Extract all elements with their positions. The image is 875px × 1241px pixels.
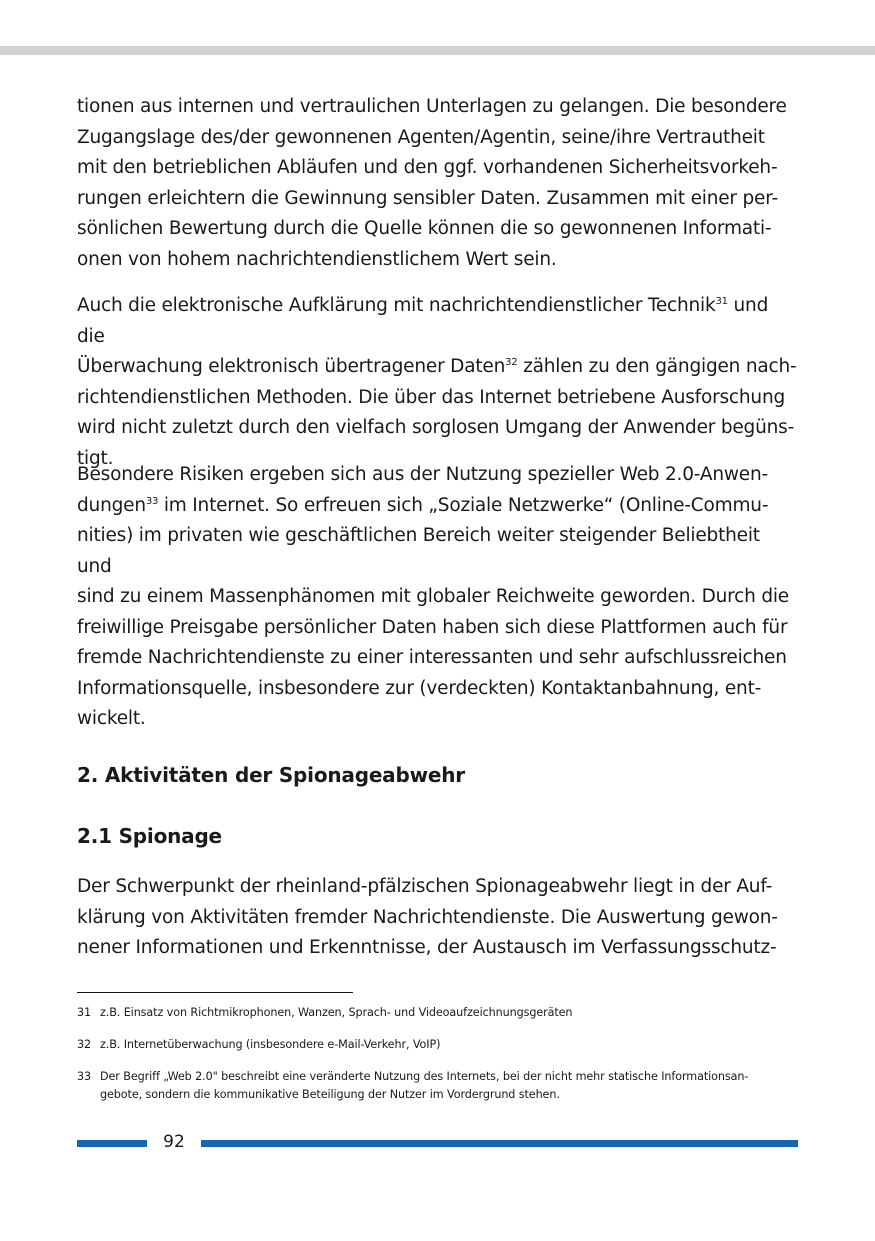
footnote-33: [77, 1068, 799, 1104]
page-number: 92: [163, 1132, 185, 1152]
footnote-number: 31: [77, 1006, 92, 1019]
footnote-number: 33: [77, 1070, 92, 1083]
paragraph-1: tionen aus internen und vertraulichen Unterlagen zu gelangen. Die besondere Zugangslage des/der gewonnenen Agenten/Agentin, seine/ihre Vertrautheit mit den betrieblichen Abläufen und den ggf. vorhandenen Sicherheitsvorkeh- rungen erleichtern die Gewinnung sensibler Daten. Zusammen mit einer per- sönlichen Bewertung durch die Quelle können die so gewonnenen Informati- onen von hohem nachrichtendienstlichem Wert sein.: [77, 96, 787, 270]
footnote-32: [77, 1036, 799, 1054]
paragraph-3: Besondere Risiken ergeben sich aus der Nutzung spezieller Web 2.0-Anwen- dungen$^{33}$ im Internet. So erfreuen sich „Soziale Netzwerke“ (Online-Commu- nities) im privaten wie geschäftlichen Bereich weiter steigender Beliebtheit und sind zu einem Massenphänomen mit globaler Reichweite geworden. Durch die freiwillige Preisgabe persönlicher Daten haben sich diese Plattformen auch für fremde Nachrichtendienste zu einer interessanten und sehr aufschlussreichen Informationsquelle, insbesondere zur (verdeckten) Kontaktanbahnung, ent- wickelt.: [77, 464, 789, 729]
footnote-ref-33: 33: [145, 495, 159, 507]
footnote-text: z.B. Internetüberwachung (insbesondere e-Mail-Verkehr, VoIP): [100, 1038, 441, 1051]
footnote-text: Der Begriff „Web 2.0" beschreibt eine veränderte Nutzung des Internets, bei der nicht mehr statische Informationsan- gebote, sondern die kommunikative Beteiligung der Nutzer im Vordergrund stehen.: [100, 1070, 749, 1101]
footnote-ref-31: 31: [715, 296, 728, 307]
footnote-text: z.B. Einsatz von Richtmikrophonen, Wanzen, Sprach- und Videoaufzeichnungsgeräten: [100, 1006, 573, 1019]
footer-bar-right: [201, 1140, 798, 1147]
header-divider-bar: [0, 46, 875, 55]
footnote-ref-32: 32: [505, 357, 518, 368]
subsection-heading: 2.1 Spionage: [77, 824, 222, 848]
paragraph-2: Auch die elektronische Aufklärung mit nachrichtendienstlicher Technik$^{31}$ und die Überwachung elektronisch übertragener Daten$^{32}$ zählen zu den gängigen nach- richtendienstlichen Methoden. Die über das Internet betriebene Ausforschung wird nicht zuletzt durch den vielfach sorglosen Umgang der Anwender begüns- tigt.: [77, 295, 797, 469]
footnote-number: 32: [77, 1038, 92, 1051]
footer-bar-left: [77, 1140, 147, 1147]
footnote-31: [77, 1004, 799, 1022]
footnotes: [77, 1004, 799, 1118]
paragraph-4: Der Schwerpunkt der rheinland-pfälzischen Spionageabwehr liegt in der Auf- klärung von Aktivitäten fremder Nachrichtendienste. Die Auswertung gewon- nener Informationen und Erkenntnisse, der Austausch im Verfassungsschutz-: [77, 876, 778, 958]
section-heading: 2. Aktivitäten der Spionageabwehr: [77, 763, 465, 787]
footnote-separator: [77, 992, 353, 993]
